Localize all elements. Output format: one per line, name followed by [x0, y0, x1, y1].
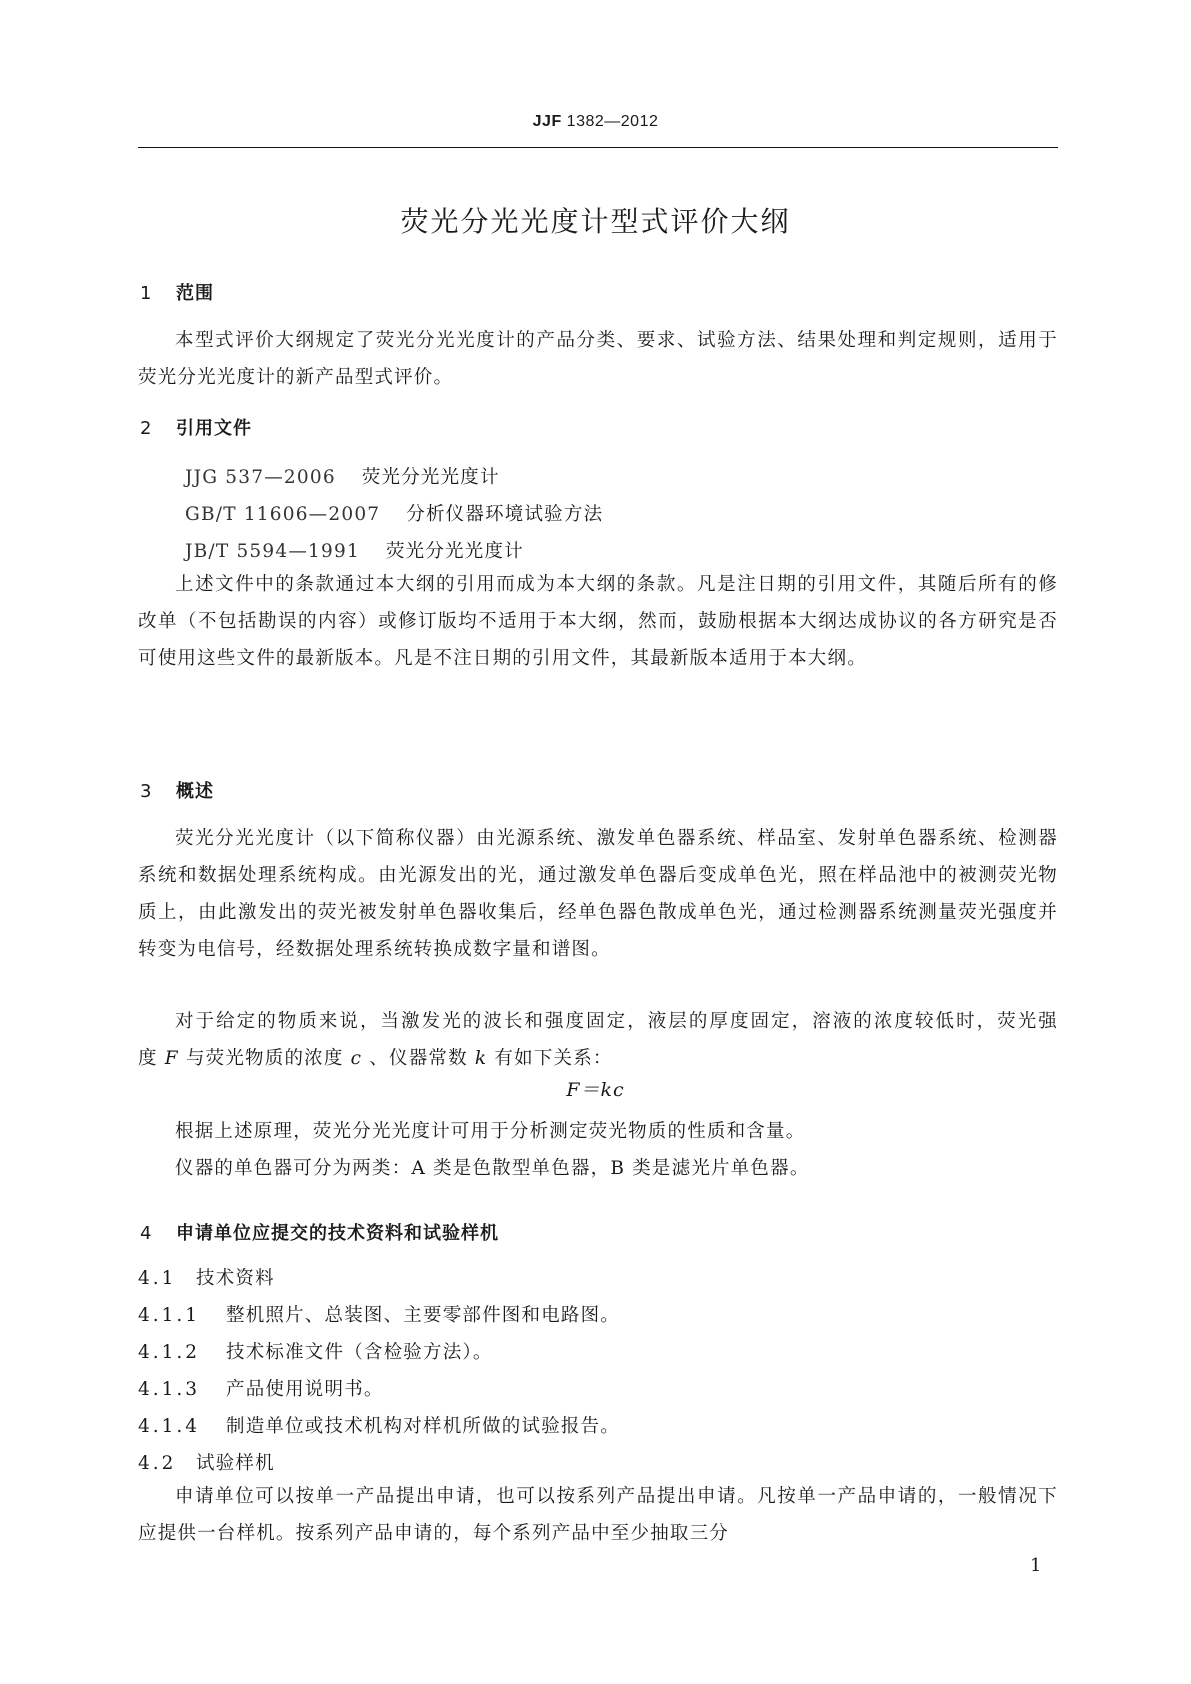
section-number: 1	[140, 283, 153, 304]
formula: F＝kc	[566, 1079, 625, 1101]
header-rule	[138, 147, 1058, 148]
section-title: 范围	[176, 283, 214, 304]
section-2-heading	[140, 414, 252, 440]
clause-text: 产品使用说明书。	[226, 1379, 384, 1400]
clause-number: 4.1.2	[138, 1342, 201, 1363]
section-number: 2	[140, 418, 153, 439]
section-4-heading	[140, 1219, 499, 1245]
clause-text: 整机照片、总装图、主要零部件图和电路图。	[226, 1305, 621, 1326]
reference-item	[185, 537, 524, 563]
document-title: 荧光分光光度计型式评价大纲	[400, 205, 791, 238]
clause-item	[138, 1412, 620, 1438]
clause-item	[138, 1375, 384, 1401]
section-2-paragraph: 上述文件中的条款通过本大纲的引用而成为本大纲的条款。凡是注日期的引用文件，其随后所有的修改单（不包括勘误的内容）或修订版均不适用于本大纲，然而，鼓励根据本大纲达成协议的各方研究是否可使用这些文件的最新版本。凡是不注日期的引用文件，其最新版本适用于本大纲。	[138, 574, 1058, 669]
section-3-paragraph-3: 根据上述原理，荧光分光光度计可用于分析测定荧光物质的性质和含量。	[175, 1121, 806, 1142]
text-run: 有如下关系：	[494, 1048, 613, 1069]
section-3-heading	[140, 777, 214, 803]
reference-title: 荧光分光光度计	[385, 541, 524, 562]
standard-number: 1382—2012	[566, 113, 659, 130]
subsection-4-2	[138, 1449, 275, 1475]
section-3-paragraph-4: 仪器的单色器可分为两类：A 类是色散型单色器，B 类是滤光片单色器。	[175, 1158, 810, 1179]
subsection-4-1	[138, 1264, 275, 1290]
section-3-paragraph-2	[138, 1003, 1058, 1077]
standard-prefix: JJF	[532, 113, 562, 130]
variable-F: F	[164, 1048, 179, 1069]
section-number: 4	[140, 1223, 153, 1244]
section-1-heading	[140, 279, 214, 305]
section-number: 3	[140, 781, 153, 802]
variable-k: k	[474, 1048, 488, 1069]
reference-item	[185, 500, 603, 526]
reference-code: GB/T 11606—2007	[185, 504, 381, 525]
reference-code: JJG 537—2006	[185, 467, 336, 488]
text-run: 对于给定的物质来说，当激发光的波长和强度固定，液层的厚度固定，溶液的浓度较低时，荧光强度	[138, 1011, 1058, 1069]
clause-number: 4.1.1	[138, 1305, 201, 1326]
running-header	[0, 113, 1191, 131]
section-title: 概述	[176, 781, 214, 802]
subsection-number: 4.2	[138, 1453, 177, 1474]
section-title: 引用文件	[176, 418, 252, 439]
section-1-paragraph: 本型式评价大纲规定了荧光分光光度计的产品分类、要求、试验方法、结果处理和判定规则，适用于荧光分光光度计的新产品型式评价。	[138, 330, 1058, 388]
reference-title: 分析仪器环境试验方法	[406, 504, 604, 525]
variable-c: c	[350, 1048, 363, 1069]
section-title: 申请单位应提交的技术资料和试验样机	[176, 1223, 499, 1244]
clause-text: 技术标准文件（含检验方法）。	[226, 1342, 493, 1363]
section-4-paragraph: 申请单位可以按单一产品提出申请，也可以按系列产品提出申请。凡按单一产品申请的，一般情况下应提供一台样机。按系列产品申请的，每个系列产品中至少抽取三分	[138, 1486, 1058, 1544]
subsection-number: 4.1	[138, 1268, 177, 1289]
clause-item	[138, 1338, 493, 1364]
text-run: 与荧光物质的浓度	[185, 1048, 344, 1069]
clause-number: 4.1.3	[138, 1379, 201, 1400]
text-run: 、仪器常数	[369, 1048, 468, 1069]
page-number: 1	[1030, 1555, 1042, 1576]
subsection-title: 技术资料	[196, 1268, 275, 1289]
clause-item	[138, 1301, 620, 1327]
reference-code: JB/T 5594—1991	[185, 541, 360, 562]
reference-item	[185, 463, 500, 489]
subsection-title: 试验样机	[196, 1453, 275, 1474]
section-3-paragraph-1: 荧光分光光度计（以下简称仪器）由光源系统、激发单色器系统、样品室、发射单色器系统、检测器系统和数据处理系统构成。由光源发出的光，通过激发单色器后变成单色光，照在样品池中的被测荧光物质上，由此激发出的荧光被发射单色器收集后，经单色器色散成单色光，通过检测器系统测量荧光强度并转变为电信号，经数据处理系统转换成数字量和谱图。	[138, 828, 1058, 960]
reference-title: 荧光分光光度计	[361, 467, 500, 488]
clause-number: 4.1.4	[138, 1416, 201, 1437]
clause-text: 制造单位或技术机构对样机所做的试验报告。	[226, 1416, 621, 1437]
